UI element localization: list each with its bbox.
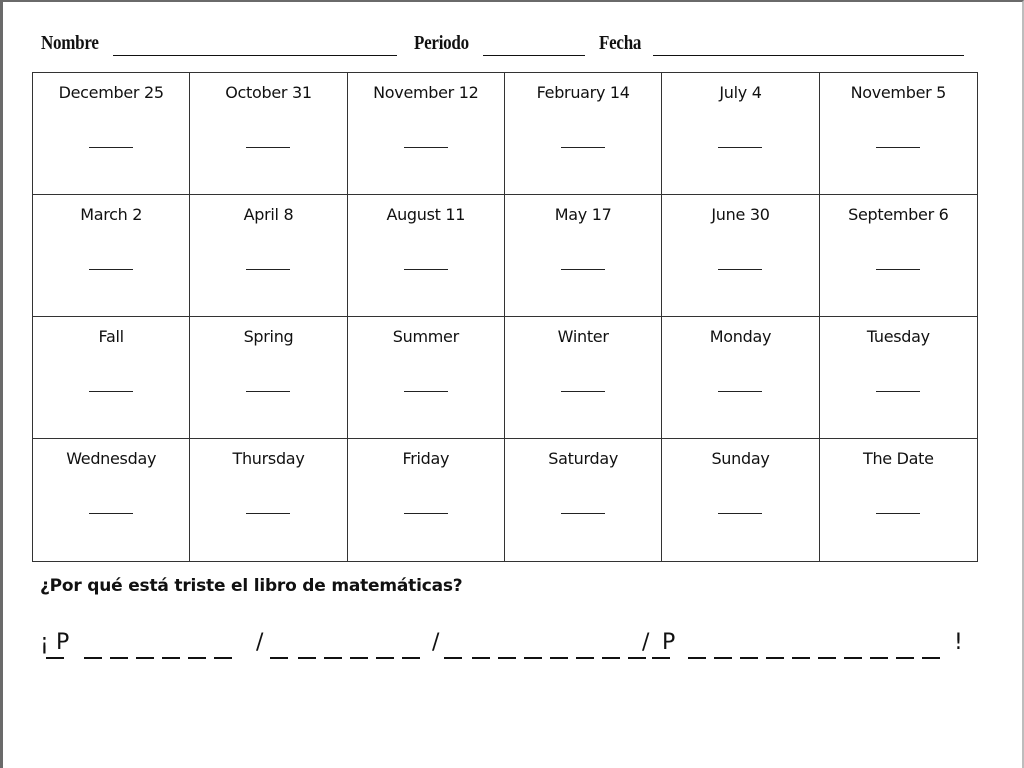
- cell-label: Winter: [557, 327, 609, 346]
- letter-blank: [922, 657, 940, 659]
- letter-blank: [270, 657, 288, 659]
- close-exclamation: !: [954, 630, 963, 655]
- cell-label: September 6: [848, 205, 949, 224]
- cell-label: October 31: [225, 83, 312, 102]
- answer-blank: [876, 513, 920, 514]
- answer-blank: [89, 269, 133, 270]
- worksheet-header: [41, 30, 966, 60]
- grid-cell: [662, 439, 819, 561]
- grid-cell: [820, 439, 977, 561]
- date-line: [653, 55, 964, 56]
- grid-cell: [33, 317, 190, 439]
- grid-cell: [820, 317, 977, 439]
- cell-label: April 8: [243, 205, 294, 224]
- letter-blank: [652, 657, 670, 659]
- cell-label: December 25: [58, 83, 164, 102]
- cell-label: November 12: [373, 83, 479, 102]
- answer-blank: [561, 269, 605, 270]
- letter-blank: [714, 657, 732, 659]
- answer-blank: [404, 269, 448, 270]
- cell-label: Fall: [98, 327, 124, 346]
- cell-label: Sunday: [711, 449, 770, 468]
- answer-blank: [89, 391, 133, 392]
- word1-first-letter: P: [56, 630, 70, 655]
- period-label: Periodo: [414, 32, 469, 54]
- cell-label: August 11: [386, 205, 466, 224]
- letter-blank: [896, 657, 914, 659]
- letter-blank: [402, 657, 420, 659]
- open-exclamation: ¡: [40, 630, 49, 655]
- letter-blank: [766, 657, 784, 659]
- letter-blank: [740, 657, 758, 659]
- grid-cell: [33, 73, 190, 195]
- grid-cell: [190, 439, 347, 561]
- cell-label: March 2: [80, 205, 143, 224]
- answer-blank: [246, 269, 290, 270]
- grid-cell: [348, 195, 505, 317]
- answer-blank: [718, 269, 762, 270]
- period-line: [483, 55, 585, 56]
- grid-cell: [190, 73, 347, 195]
- letter-blank: [472, 657, 490, 659]
- grid-cell: [505, 439, 662, 561]
- word-separator: /: [642, 630, 650, 655]
- grid-cell: [820, 73, 977, 195]
- cell-label: Saturday: [548, 449, 618, 468]
- riddle-answer-line: [40, 630, 970, 662]
- word-separator: /: [256, 630, 264, 655]
- grid-cell: [505, 195, 662, 317]
- letter-blank: [376, 657, 394, 659]
- grid-cell: [820, 195, 977, 317]
- cell-label: The Date: [862, 449, 934, 468]
- cell-label: Spring: [243, 327, 294, 346]
- cell-label: Friday: [402, 449, 450, 468]
- answer-blank: [561, 391, 605, 392]
- letter-blank: [498, 657, 516, 659]
- answer-blank: [561, 513, 605, 514]
- riddle-question: ¿Por qué está triste el libro de matemáticas?: [40, 576, 463, 596]
- letter-blank: [214, 657, 232, 659]
- cell-label: June 30: [711, 205, 770, 224]
- cell-label: May 17: [554, 205, 612, 224]
- cell-label: Tuesday: [866, 327, 930, 346]
- cell-label: Summer: [392, 327, 459, 346]
- answer-blank: [876, 269, 920, 270]
- date-label: Fecha: [599, 32, 642, 54]
- grid-cell: [662, 317, 819, 439]
- word4-first-letter: P: [662, 630, 676, 655]
- answer-blank: [718, 147, 762, 148]
- answer-blank: [876, 391, 920, 392]
- letter-blank: [110, 657, 128, 659]
- letter-blank: [136, 657, 154, 659]
- letter-blank: [550, 657, 568, 659]
- name-label: Nombre: [41, 32, 99, 54]
- grid-cell: [505, 73, 662, 195]
- answer-blank: [89, 513, 133, 514]
- answer-blank: [246, 391, 290, 392]
- answer-blank: [246, 147, 290, 148]
- grid-cell: [662, 73, 819, 195]
- answer-blank: [561, 147, 605, 148]
- grid-cell: [348, 317, 505, 439]
- cell-label: Thursday: [232, 449, 305, 468]
- letter-blank: [350, 657, 368, 659]
- grid-cell: [33, 439, 190, 561]
- letter-blank: [628, 657, 646, 659]
- letter-blank: [524, 657, 542, 659]
- cell-label: Wednesday: [66, 449, 157, 468]
- letter-blank: [844, 657, 862, 659]
- letter-blank: [298, 657, 316, 659]
- letter-blank: [688, 657, 706, 659]
- grid-cell: [662, 195, 819, 317]
- letter-blank: [602, 657, 620, 659]
- letter-blank: [324, 657, 342, 659]
- grid-cell: [190, 317, 347, 439]
- answer-blank: [718, 391, 762, 392]
- cell-label: July 4: [719, 83, 762, 102]
- letter-blank: [84, 657, 102, 659]
- translation-grid: [32, 72, 978, 562]
- cell-label: November 5: [850, 83, 947, 102]
- grid-cell: [348, 439, 505, 561]
- letter-blank: [792, 657, 810, 659]
- letter-blank: [576, 657, 594, 659]
- grid-cell: [505, 317, 662, 439]
- answer-blank: [89, 147, 133, 148]
- answer-blank: [876, 147, 920, 148]
- letter-blank: [818, 657, 836, 659]
- word-separator: /: [432, 630, 440, 655]
- letter-blank: [444, 657, 462, 659]
- answer-blank: [404, 513, 448, 514]
- answer-blank: [404, 147, 448, 148]
- letter-blank: [188, 657, 206, 659]
- name-line: [113, 55, 397, 56]
- cell-label: February 14: [536, 83, 630, 102]
- grid-cell: [33, 195, 190, 317]
- answer-blank: [246, 513, 290, 514]
- cell-label: Monday: [709, 327, 772, 346]
- grid-cell: [190, 195, 347, 317]
- letter-blank: [46, 657, 64, 659]
- grid-cell: [348, 73, 505, 195]
- answer-blank: [718, 513, 762, 514]
- letter-blank: [870, 657, 888, 659]
- letter-blank: [162, 657, 180, 659]
- answer-blank: [404, 391, 448, 392]
